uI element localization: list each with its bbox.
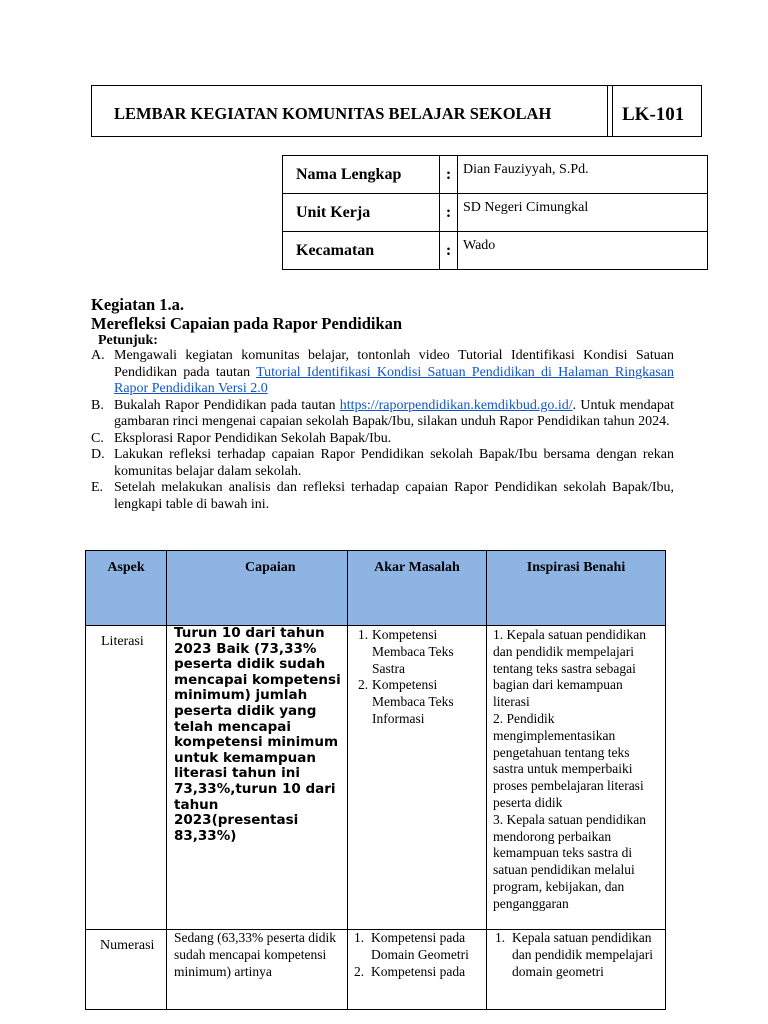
instruction-list	[91, 348, 674, 513]
list-item	[493, 627, 659, 711]
list-marker: 1.	[354, 930, 365, 945]
header-akar-masalah	[348, 551, 487, 626]
identity-colon: :	[440, 156, 458, 194]
list-item	[493, 812, 659, 913]
instruction-text: Bukalah Rapor Pendidikan pada tautan	[114, 397, 340, 413]
aspek-label: Literasi	[101, 634, 144, 649]
instruction-item	[91, 398, 674, 431]
cell-capaian	[167, 626, 348, 930]
cell-akar-masalah	[348, 626, 487, 930]
instruction-item	[91, 480, 674, 513]
header-inspirasi-benahi	[487, 551, 666, 626]
identity-label: Nama Lengkap	[283, 156, 440, 194]
list-item	[354, 930, 482, 964]
identity-value-name: Dian Fauziyyah, S.Pd.	[458, 156, 708, 194]
instruction-text: Setelah melakukan analisis dan refleksi terhadap capaian Rapor Pendidikan sekolah Bapak/Ibu, lengkapi table di bawah ini.	[114, 480, 674, 512]
instruction-text: Lakukan refleksi terhadap capaian Rapor Pendidikan sekolah Bapak/Ibu bersama dengan rekan komunitas belajar dalam sekolah.	[114, 447, 674, 479]
list-text: Kepala satuan pendidikan dan pendidik mempelajari tentang teks sastra sebagai bagian dari kemampuan literasi	[493, 627, 646, 710]
list-marker: E.	[91, 480, 104, 495]
header-label: Inspirasi Benahi	[526, 560, 626, 575]
header-label: Aspek	[107, 560, 145, 575]
tutorial-video-link[interactable]: Tutorial Identifikasi Kondisi Satuan Pendidikan di Halaman Ringkasan Rapor Pendidikan Versi 2.0	[114, 364, 675, 396]
instruction-item	[91, 348, 674, 398]
cell-capaian	[167, 930, 348, 1010]
instruction-item	[91, 431, 674, 448]
aspek-label: Numerasi	[100, 938, 155, 953]
list-text: Kepala satuan pendidikan dan pendidik mempelajari domain geometri	[512, 930, 653, 979]
identity-label: Kecamatan	[283, 232, 440, 270]
list-marker: 1.	[493, 627, 504, 642]
akar-list	[348, 930, 486, 980]
list-text: Kompetensi pada Domain Geometri	[371, 930, 469, 962]
identity-row-name	[283, 156, 708, 194]
instruction-item	[91, 447, 674, 480]
list-text: Pendidik mengimplementasikan pengetahuan tentang teks sastra untuk memperbaiki proses pembelajaran literasi peserta didik	[493, 710, 644, 810]
title-box	[91, 85, 702, 137]
list-item	[348, 677, 486, 727]
inspirasi-list	[487, 626, 665, 913]
header-capaian	[167, 551, 348, 626]
table-header-row	[86, 551, 666, 626]
list-item	[493, 711, 659, 812]
identity-value-district: Wado	[458, 232, 708, 270]
list-marker: 1.	[358, 627, 369, 642]
table-row-literasi	[86, 626, 666, 930]
identity-colon: :	[440, 232, 458, 270]
instruction-text: Mengawali kegiatan komunitas belajar, tontonlah video Tutorial Identifikasi Kondisi Satuan Pendidikan pada tautan	[114, 348, 674, 380]
list-item	[354, 964, 482, 981]
list-marker: A.	[91, 348, 105, 363]
cell-aspek	[86, 930, 167, 1010]
list-item	[348, 627, 486, 677]
list-marker: 2.	[493, 710, 504, 726]
identity-table	[282, 155, 708, 270]
list-marker: B.	[91, 397, 104, 413]
document-title: LEMBAR KEGIATAN KOMUNITAS BELAJAR SEKOLAH	[114, 104, 552, 123]
table-row-numerasi	[86, 930, 666, 1010]
cell-inspirasi	[487, 626, 666, 930]
title-divider	[612, 86, 613, 136]
identity-label: Unit Kerja	[283, 194, 440, 232]
title-divider-inner	[607, 86, 608, 136]
list-marker: C.	[91, 430, 104, 446]
list-marker: D.	[91, 447, 105, 462]
identity-row-district	[283, 232, 708, 270]
identity-value-unit: SD Negeri Cimungkal	[458, 194, 708, 232]
list-text: Kepala satuan pendidikan mendorong perbaikan kemampuan teks sastra di satuan pendidikan melalui program, kebijakan, dan penganggaran	[493, 811, 646, 911]
instruction-text: Eksplorasi Rapor Pendidikan Sekolah Bapak/Ibu.	[114, 430, 392, 446]
list-item	[495, 930, 659, 980]
cell-aspek	[86, 626, 167, 930]
instruction-text: . Untuk mendapat gambaran rinci mengenai capaian sekolah Bapak/Ibu, silakan unduh Rapor Pendidikan tahun 2024.	[114, 397, 675, 429]
akar-list	[348, 626, 486, 728]
inspirasi-list	[487, 930, 665, 980]
header-aspek	[86, 551, 167, 626]
cell-inspirasi	[487, 930, 666, 1010]
header-label: Capaian	[245, 560, 296, 575]
list-marker: 1.	[495, 930, 506, 945]
capaian-text: Turun 10 dari tahun 2023 Baik (73,33% peserta didik sudah mencapai kompetensi minimum) jumlah peserta didik yang telah mencapai kompetensi minimum untuk kemampuan literasi tahun ini 73,33%,turun 10 dari tahun 2023(presentasi 83,33%)	[174, 625, 341, 844]
activity-subtitle: Merefleksi Capaian pada Rapor Pendidikan	[91, 314, 403, 333]
header-label: Akar Masalah	[374, 560, 460, 575]
list-text: Kompetensi Membaca Teks Informasi	[372, 677, 454, 726]
list-text: Kompetensi pada	[371, 963, 466, 979]
instructions-label: Petunjuk:	[98, 333, 158, 348]
list-marker: 2.	[354, 963, 365, 979]
document-code: LK-101	[622, 104, 685, 125]
identity-row-unit	[283, 194, 708, 232]
capaian-text: Sedang (63,33% peserta didik sudah mencapai kompetensi minimum) artinya	[174, 930, 336, 979]
list-text: Kompetensi Membaca Teks Sastra	[372, 627, 454, 676]
activity-title: Kegiatan 1.a.	[91, 295, 185, 314]
cell-akar-masalah	[348, 930, 487, 1010]
reflection-table	[85, 550, 666, 1010]
list-marker: 3.	[493, 811, 504, 827]
list-marker: 2.	[358, 677, 369, 693]
rapor-pendidikan-link[interactable]: https://raporpendidikan.kemdikbud.go.id/	[339, 397, 573, 413]
identity-colon: :	[440, 194, 458, 232]
